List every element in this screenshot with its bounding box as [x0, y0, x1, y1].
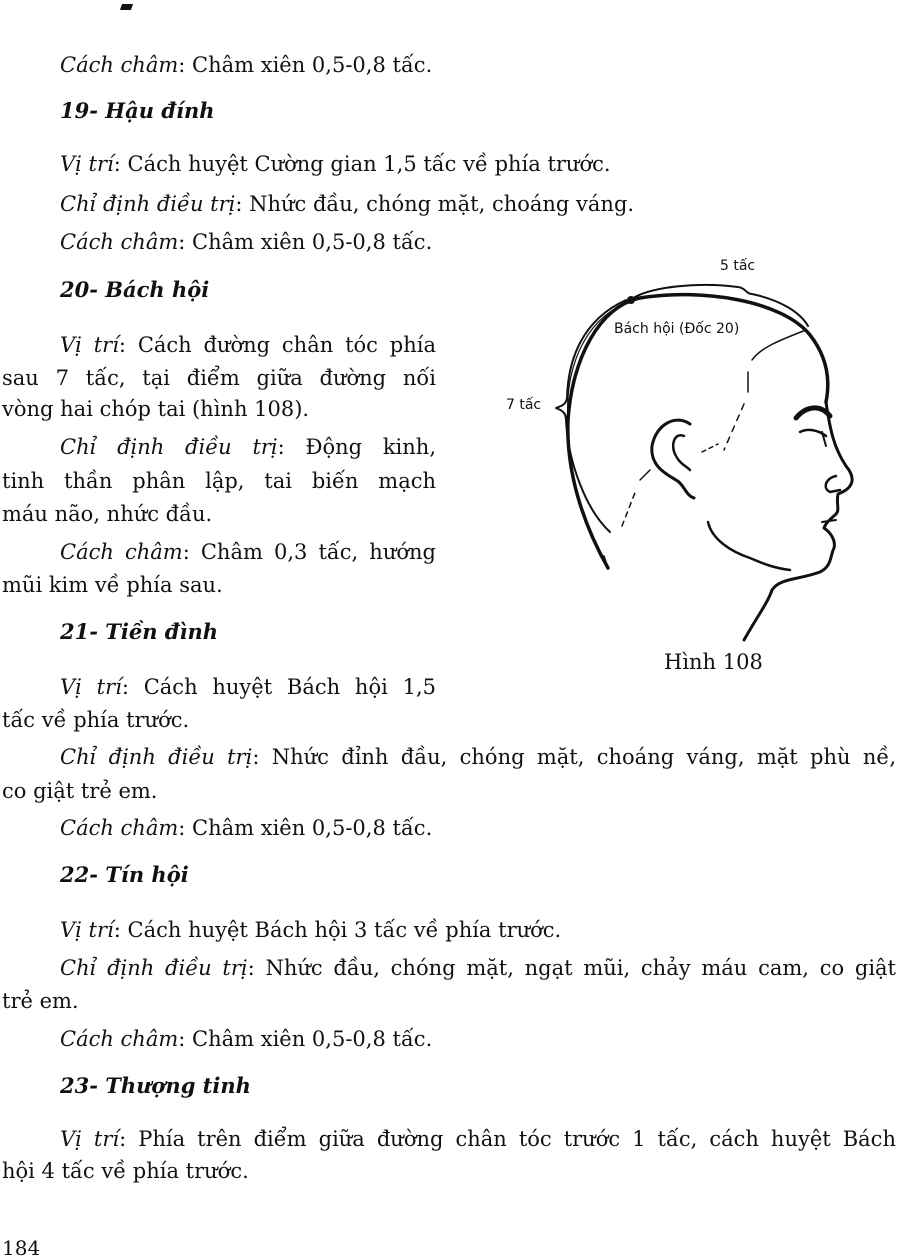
label-5-tac: 5 tấc — [720, 258, 756, 274]
section-20-vi-tri-line-3: vòng hai chóp tai (hình 108). — [2, 397, 310, 421]
section-22-cach-cham: Cách châm: Châm xiên 0,5-0,8 tấc. — [60, 1027, 433, 1051]
figure-caption: Hình 108 — [664, 650, 763, 674]
ear-dash — [702, 444, 718, 452]
section-19-cach-cham: Cách châm: Châm xiên 0,5-0,8 tấc. — [60, 230, 433, 254]
bach-hoi-point — [627, 296, 635, 304]
ear — [652, 420, 694, 498]
hairline-front — [752, 330, 806, 360]
jaw — [708, 522, 790, 570]
section-22-chi-dinh-line-2: trẻ em. — [2, 989, 79, 1013]
ear-inner — [673, 435, 690, 470]
nape-dash — [622, 490, 636, 526]
section-20-vi-tri-line-2: sau 7 tấc, tại điểm giữa đường nối — [2, 366, 436, 390]
section-22-vi-tri: Vị trí: Cách huyệt Bách hội 3 tấc về phía trước. — [60, 918, 562, 942]
section-20-heading: 20- Bách hội — [60, 277, 210, 302]
section-20-cach-cham-line-1: Cách châm: Châm 0,3 tấc, hướng — [60, 540, 436, 564]
section-19-chi-dinh: Chỉ định điều trị: Nhức đầu, chóng mặt, choáng váng. — [60, 192, 635, 216]
label-bach-hoi: Bách hội (Đốc 20) — [614, 321, 740, 337]
section-23-vi-tri-line-2: hội 4 tấc về phía trước. — [2, 1159, 249, 1183]
section-20-chi-dinh-line-3: máu não, nhức đầu. — [2, 502, 213, 526]
section-22-heading: 22- Tín hội — [60, 862, 189, 887]
section-21-cach-cham: Cách châm: Châm xiên 0,5-0,8 tấc. — [60, 816, 433, 840]
section-21-vi-tri-line-2: tấc về phía trước. — [2, 708, 190, 732]
section-21-heading: 21- Tiền đình — [60, 619, 218, 644]
page-number: 184 — [2, 1236, 41, 1260]
intro-cach-cham: Cách châm: Châm xiên 0,5-0,8 tấc. — [60, 53, 433, 77]
section-19-heading: 19- Hậu đính — [60, 98, 215, 123]
head-outline-faint — [568, 302, 632, 420]
section-21-vi-tri-line-1: Vị trí: Cách huyệt Bách hội 1,5 — [60, 675, 436, 699]
eyebrow — [796, 408, 830, 418]
section-21-chi-dinh-line-2: co giật trẻ em. — [2, 779, 158, 803]
nape-stroke — [640, 470, 650, 480]
label-7-tac: 7 tấc — [506, 397, 542, 413]
nostril — [826, 476, 840, 492]
section-20-chi-dinh-line-2: tinh thần phân lập, tai biến mạch — [2, 469, 436, 493]
section-23-heading: 23- Thượng tinh — [60, 1073, 251, 1098]
bracket-5-tac — [630, 285, 808, 326]
section-20-chi-dinh-line-1: Chỉ định điều trị: Động kinh, — [60, 435, 436, 459]
section-21-chi-dinh-line-1: Chỉ định điều trị: Nhức đỉnh đầu, chóng mặt, choáng váng, mặt phù nề, — [60, 745, 896, 769]
head-profile-illustration — [556, 285, 852, 640]
section-20-vi-tri-line-1: Vị trí: Cách đường chân tóc phía — [60, 333, 436, 357]
section-22-chi-dinh-line-1: Chỉ định điều trị: Nhức đầu, chóng mặt, ngạt mũi, chảy máu cam, co giật — [60, 956, 896, 980]
temple-dash — [724, 404, 744, 450]
section-20-cach-cham-line-2: mũi kim về phía sau. — [2, 573, 223, 597]
mouth — [822, 520, 836, 522]
section-19-vi-tri: Vị trí: Cách huyệt Cường gian 1,5 tấc về phía trước. — [60, 152, 611, 176]
section-23-vi-tri-line-1: Vị trí: Phía trên điểm giữa đường chân tóc trước 1 tấc, cách huyệt Bách — [60, 1127, 896, 1151]
